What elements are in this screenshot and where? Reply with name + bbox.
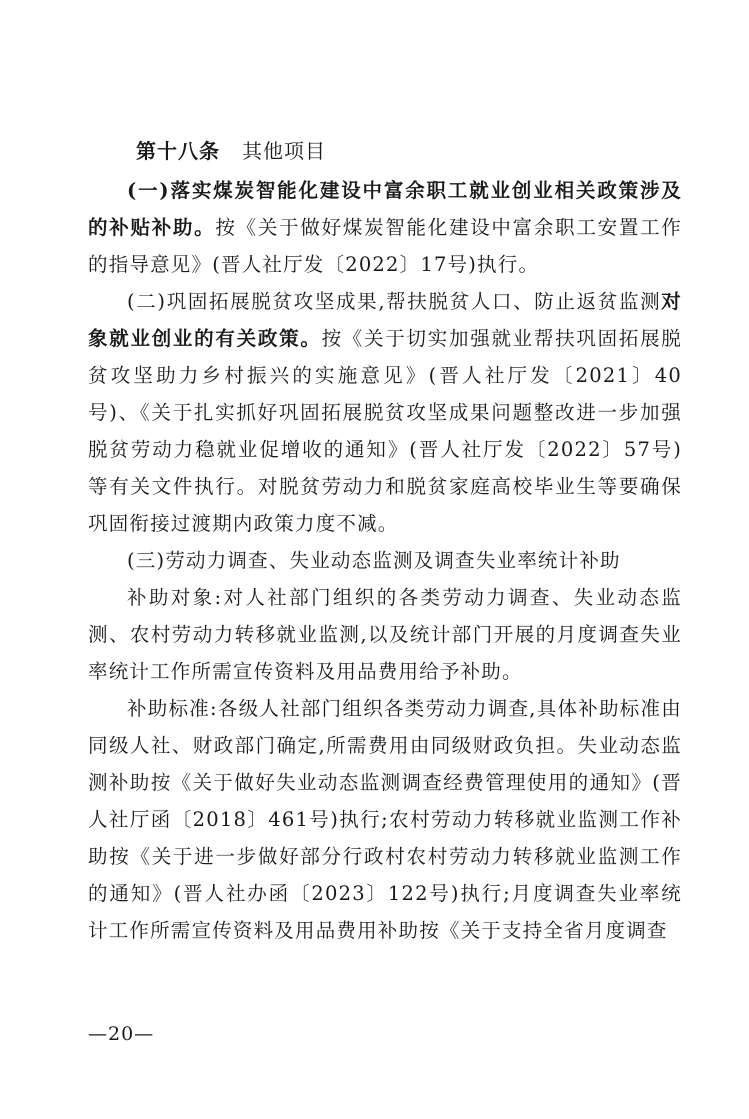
paragraph-item-1-text: 按《关于做好煤炭智能化建设中富余职工安置工作的指导意见》(晋人社厅发〔2022〕17号)执行。 (88, 216, 682, 276)
paragraph-subsidy-standard: 补助标准:各级人社部门组织各类劳动力调查,具体补助标准由同级人社、财政部门确定,所需费用由同级财政负担。失业动态监测补助按《关于做好失业动态监测调查经费管理使用的通知》(晋人社厅函〔2018〕461号)执行;农村劳动力转移就业监测工作补助按《关于进一步做好部分行政村农村劳动力转移就业监测工作的通知》(晋人社办函〔2023〕122号)执行;月度调查失业率统计工作所需宣传资料及用品费用补助按《关于支持全省月度调查 (88, 697, 682, 942)
paragraph-item-2 (88, 283, 682, 542)
paragraph-subsidy-target: 补助对象:对人社部门组织的各类劳动力调查、失业动态监测、农村劳动力转移就业监测,以及统计部门开展的月度调查失业率统计工作所需宣传资料及用品费用给予补助。 (88, 586, 682, 683)
article-number: 第十八条 (136, 139, 220, 163)
paragraph-item-3-heading: (三)劳动力调查、失业动态监测及调查失业率统计补助 (127, 549, 621, 572)
paragraph-item-1-heading: (一)落实煤炭智能化建设中富余职工就业创业相关政策涉及的补贴补助。 (88, 179, 682, 239)
paragraph-item-1 (88, 172, 682, 283)
article-title: 其他项目 (242, 139, 326, 163)
paragraph-item-2-heading-part1: (二)巩固拓展脱贫攻坚成果,帮扶脱贫人口、防止返贫监测 (127, 290, 662, 313)
article-heading (136, 133, 326, 170)
paragraph-item-2-text: 按《关于切实加强就业帮扶巩固拓展脱贫攻坚助力乡村振兴的实施意见》(晋人社厅发〔2021〕40号)、《关于扎实抓好巩固拓展脱贫攻坚成果问题整改进一步加强脱贫劳动力稳就业促增收的通知》(晋人社厅发〔2022〕57号)等有关文件执行。对脱贫劳动力和脱贫家庭高校毕业生等要确保巩固衔接过渡期内政策力度不减。 (88, 327, 683, 535)
paragraph-item-2-heading-part2: 对象就业创业的有关政策。 (88, 290, 682, 350)
article-body (88, 172, 682, 949)
page-number: —20— (88, 1023, 155, 1045)
